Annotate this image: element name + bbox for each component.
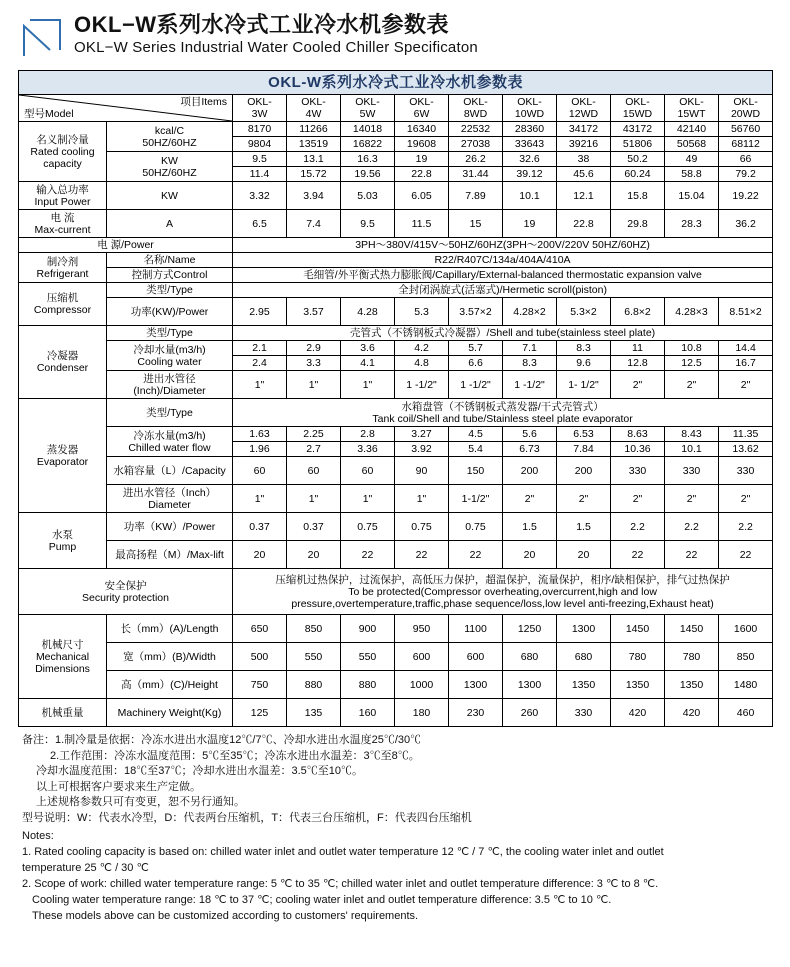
table-row: [19, 152, 773, 167]
cell: 22: [719, 541, 773, 569]
cell: 550: [341, 643, 395, 671]
note-cn-4: 以上可根据客户要求来生产定做。: [36, 780, 201, 793]
cell: 22: [341, 541, 395, 569]
title-block: [74, 12, 478, 58]
cell: 12.5: [665, 356, 719, 371]
cell: 79.2: [719, 167, 773, 182]
row-label-rated-cooling: 名义制冷量 Rated cooling capacity: [19, 122, 107, 182]
sub-label-pump-power: 功率（KW）/Power: [107, 513, 233, 541]
cell-security-value: 压缩机过热保护，过流保护，高低压力保护，超温保护，流量保护，相序/缺相保护，排气过热保护 To be protected(Compressor overheating,overcurrent,high and low pressure,overtemperature,traffic,phase sequence/loss,low level anti-freezing,Exhaust heat): [233, 569, 773, 615]
model-header-6: OKL- 10WD: [503, 95, 557, 122]
cell: 1 -1/2": [503, 371, 557, 399]
cell-refrigerant-control: 毛细管/外平衡式热力膨胀阀/Capillary/External-balanced thermostatic expansion valve: [233, 268, 773, 283]
cell: 39216: [557, 137, 611, 152]
note-en-1: 1. Rated cooling capacity is based on: chilled water inlet and outlet water temperature 12 ℃ / 7 ℃, the cooling water inlet and outlet: [22, 846, 664, 858]
cell: 1300: [557, 615, 611, 643]
cell: 7.4: [287, 210, 341, 238]
cell: 3.3: [287, 356, 341, 371]
cell: 16.3: [341, 152, 395, 167]
cell: 0.75: [395, 513, 449, 541]
cell: 3.32: [233, 182, 287, 210]
cell: 9.5: [341, 210, 395, 238]
cell: 330: [665, 457, 719, 485]
document-header: [20, 12, 772, 60]
note-cn-6: 型号说明：W：代表水冷型，D：代表两台压缩机，T：代表三台压缩机，F：代表四台压缩机: [22, 811, 472, 824]
corner-model-label: 型号Model: [24, 108, 74, 120]
cell: 2": [719, 371, 773, 399]
cell: 60: [233, 457, 287, 485]
cell: 850: [287, 615, 341, 643]
cell: 36.2: [719, 210, 773, 238]
cell: 2": [719, 485, 773, 513]
row-label-input-power: 输入总功率 Input Power: [19, 182, 107, 210]
table-row: [19, 485, 773, 513]
note-cn-2: 2.工作范围：冷冻水温度范围：5℃至35℃；冷冻水进出水温差：3℃至8℃。: [50, 749, 420, 762]
cell: 135: [287, 699, 341, 727]
cell: 2.2: [665, 513, 719, 541]
row-label-dimensions: 机械尺寸 Mechanical Dimensions: [19, 615, 107, 699]
cell: 20: [557, 541, 611, 569]
cell: 1": [341, 371, 395, 399]
cell: 780: [611, 643, 665, 671]
cell: 780: [665, 643, 719, 671]
cell: 8.51×2: [719, 298, 773, 326]
cell: 420: [665, 699, 719, 727]
cell: 2": [557, 485, 611, 513]
cell: 90: [395, 457, 449, 485]
table-row: [19, 341, 773, 356]
table-header-row: [19, 95, 773, 122]
table-row: [19, 253, 773, 268]
sub-label-compressor-type: 类型/Type: [107, 283, 233, 298]
cell: 13.1: [287, 152, 341, 167]
cell: 2": [665, 485, 719, 513]
cell: 43172: [611, 122, 665, 137]
cell: 7.84: [557, 442, 611, 457]
cell: 22: [611, 541, 665, 569]
cell: 2.9: [287, 341, 341, 356]
cell: 5.3: [395, 298, 449, 326]
cell: 15: [449, 210, 503, 238]
cell: 330: [719, 457, 773, 485]
cell: 1": [287, 371, 341, 399]
table-row: [19, 643, 773, 671]
cell: 6.6: [449, 356, 503, 371]
cell: 2": [611, 371, 665, 399]
corner-items-label: 项目Items: [180, 96, 227, 108]
cell-refrigerant-name: R22/R407C/134a/404A/410A: [233, 253, 773, 268]
cell: 12.1: [557, 182, 611, 210]
cell: 125: [233, 699, 287, 727]
cell: 45.6: [557, 167, 611, 182]
note-en-2: 2. Scope of work: chilled water temperature range: 5 ℃ to 35 ℃; chilled water inlet and outlet temperature difference: 3 ℃ to 8 ℃.: [22, 878, 659, 890]
cell: 4.28×2: [503, 298, 557, 326]
cell: 2.95: [233, 298, 287, 326]
cell: 1600: [719, 615, 773, 643]
cell: 600: [449, 643, 503, 671]
cell: 950: [395, 615, 449, 643]
page-title-en: OKL−W Series Industrial Water Cooled Chiller Specificaton: [74, 39, 478, 56]
cell: 5.03: [341, 182, 395, 210]
table-row: [19, 513, 773, 541]
cell: 1300: [503, 671, 557, 699]
cell: 32.6: [503, 152, 557, 167]
model-header-5: OKL- 8WD: [449, 95, 503, 122]
cell: 6.73: [503, 442, 557, 457]
cell: 7.89: [449, 182, 503, 210]
cell: 680: [503, 643, 557, 671]
cell: 330: [611, 457, 665, 485]
sub-label-pump-lift: 最高扬程（M）/Max-lift: [107, 541, 233, 569]
cell: 39.12: [503, 167, 557, 182]
note-cn-3: 冷却水温度范围：18℃至37℃；冷却水进出水温差：3.5℃至10℃。: [36, 765, 363, 777]
sub-label-length: 长（mm）(A)/Length: [107, 615, 233, 643]
table-row: [19, 569, 773, 615]
sub-label-input-power-unit: KW: [107, 182, 233, 210]
cell: 15.04: [665, 182, 719, 210]
table-row: [19, 182, 773, 210]
cell: 260: [503, 699, 557, 727]
cell: 1": [233, 371, 287, 399]
row-label-evaporator: 蒸发器 Evaporator: [19, 399, 107, 513]
model-header-7: OKL- 12WD: [557, 95, 611, 122]
cell: 15.8: [611, 182, 665, 210]
cell: 8170: [233, 122, 287, 137]
cell: 19608: [395, 137, 449, 152]
sub-label-tank-capacity: 水箱容量（L）/Capacity: [107, 457, 233, 485]
cell: 1000: [395, 671, 449, 699]
sub-label-cooling-water: 冷却水量(m3/h) Cooling water: [107, 341, 233, 371]
cell: 11.35: [719, 427, 773, 442]
sub-label-current-unit: A: [107, 210, 233, 238]
cell: 160: [341, 699, 395, 727]
note-en-2b: Cooling water temperature range: 18 ℃ to 37 ℃; cooling water inlet and outlet temperature difference: 3.5 ℃ to 10 ℃.: [32, 894, 612, 906]
cell: 1": [233, 485, 287, 513]
cell: 850: [719, 643, 773, 671]
cell: 1350: [557, 671, 611, 699]
table-row: [19, 238, 773, 253]
note-en-1b: temperature 25 ℃ / 30 ℃: [22, 862, 149, 874]
company-logo: [20, 16, 64, 60]
cell: 58.8: [665, 167, 719, 182]
cell: 3.57: [287, 298, 341, 326]
cell: 22: [395, 541, 449, 569]
table-row: [19, 268, 773, 283]
table-row: [19, 671, 773, 699]
cell: 420: [611, 699, 665, 727]
cell: 66: [719, 152, 773, 167]
cell: 60: [341, 457, 395, 485]
cell: 29.8: [611, 210, 665, 238]
table-row: [19, 298, 773, 326]
cell: 5.3×2: [557, 298, 611, 326]
row-label-weight: 机械重量: [19, 699, 107, 727]
cell: 1.5: [557, 513, 611, 541]
cell: 19: [395, 152, 449, 167]
cell: 10.36: [611, 442, 665, 457]
cell: 19.22: [719, 182, 773, 210]
note-en-3: These models above can be customized according to customers' requirements.: [32, 910, 419, 922]
cell: 22.8: [557, 210, 611, 238]
model-header-3: OKL- 5W: [341, 95, 395, 122]
cell: 1480: [719, 671, 773, 699]
cell: 68112: [719, 137, 773, 152]
cell: 33643: [503, 137, 557, 152]
cell: 60: [287, 457, 341, 485]
cell: 31.44: [449, 167, 503, 182]
cell: 880: [287, 671, 341, 699]
cell: 3.36: [341, 442, 395, 457]
cell: 8.3: [503, 356, 557, 371]
cell: 150: [449, 457, 503, 485]
page-title-cn: OKL−W系列水冷式工业冷水机参数表: [74, 12, 450, 37]
sub-label-evaporator-pipe: 进出水管径（Inch） Diameter: [107, 485, 233, 513]
cell: 650: [233, 615, 287, 643]
cell: 16.7: [719, 356, 773, 371]
cell: 750: [233, 671, 287, 699]
sub-label-height: 高（mm）(C)/Height: [107, 671, 233, 699]
cell: 330: [557, 699, 611, 727]
cell: 27038: [449, 137, 503, 152]
table-row: [19, 371, 773, 399]
cell: 6.5: [233, 210, 287, 238]
specification-table: [18, 70, 773, 727]
cell: 1350: [665, 671, 719, 699]
cell: 0.37: [233, 513, 287, 541]
cell: 16822: [341, 137, 395, 152]
table-row: [19, 427, 773, 442]
cell: 7.1: [503, 341, 557, 356]
cell: 19: [503, 210, 557, 238]
cell: 20: [287, 541, 341, 569]
cell: 1450: [665, 615, 719, 643]
sub-label-condenser-type: 类型/Type: [107, 326, 233, 341]
cell: 1.5: [503, 513, 557, 541]
cell: 14.4: [719, 341, 773, 356]
cell: 60.24: [611, 167, 665, 182]
cell: 180: [395, 699, 449, 727]
model-header-8: OKL- 15WD: [611, 95, 665, 122]
cell: 2": [503, 485, 557, 513]
cell: 0.75: [449, 513, 503, 541]
cell: 1.63: [233, 427, 287, 442]
cell: 2.2: [719, 513, 773, 541]
cell: 550: [287, 643, 341, 671]
model-header-4: OKL- 6W: [395, 95, 449, 122]
cell: 15.72: [287, 167, 341, 182]
sub-label-refrigerant-control: 控制方式Control: [107, 268, 233, 283]
cell: 11.5: [395, 210, 449, 238]
cell: 2.25: [287, 427, 341, 442]
cell: 10.8: [665, 341, 719, 356]
cell: 22532: [449, 122, 503, 137]
cell: 4.2: [395, 341, 449, 356]
row-label-condenser: 冷凝器 Condenser: [19, 326, 107, 399]
notes-en-title: Notes:: [22, 830, 54, 842]
cell: 51806: [611, 137, 665, 152]
cell: 9.5: [233, 152, 287, 167]
cell: 6.8×2: [611, 298, 665, 326]
cell: 13519: [287, 137, 341, 152]
cell: 1350: [611, 671, 665, 699]
cell: 0.37: [287, 513, 341, 541]
cell: 20: [503, 541, 557, 569]
cell: 8.63: [611, 427, 665, 442]
cell: 20: [233, 541, 287, 569]
row-label-refrigerant: 制冷剂 Refrigerant: [19, 253, 107, 283]
sub-label-refrigerant-name: 名称/Name: [107, 253, 233, 268]
cell: 34172: [557, 122, 611, 137]
cell: 56760: [719, 122, 773, 137]
cell: 200: [557, 457, 611, 485]
table-banner: OKL-W系列水冷式工业冷水机参数表: [19, 71, 773, 95]
cell: 1 -1/2": [395, 371, 449, 399]
cell: 19.56: [341, 167, 395, 182]
cell: 1": [341, 485, 395, 513]
row-label-security: 安全保护 Security protection: [19, 569, 233, 615]
sub-label-kcal: kcal/C 50HZ/60HZ: [107, 122, 233, 152]
cell: 1.96: [233, 442, 287, 457]
cell: 38: [557, 152, 611, 167]
cell: 22.8: [395, 167, 449, 182]
cell: 50.2: [611, 152, 665, 167]
cell: 11266: [287, 122, 341, 137]
cell: 2.7: [287, 442, 341, 457]
cell: 42140: [665, 122, 719, 137]
row-label-compressor: 压缩机 Compressor: [19, 283, 107, 326]
sub-label-compressor-power: 功率(KW)/Power: [107, 298, 233, 326]
cell: 460: [719, 699, 773, 727]
model-header-1: OKL- 3W: [233, 95, 287, 122]
cell: 10.1: [503, 182, 557, 210]
cell: 8.3: [557, 341, 611, 356]
table-row: [19, 122, 773, 137]
cell: 3.94: [287, 182, 341, 210]
sub-label-chilled-water-flow: 冷冻水量(m3/h) Chilled water flow: [107, 427, 233, 457]
cell: 200: [503, 457, 557, 485]
cell: 5.6: [503, 427, 557, 442]
table-row: [19, 283, 773, 298]
cell: 8.43: [665, 427, 719, 442]
cell: 2.1: [233, 341, 287, 356]
cell: 1300: [449, 671, 503, 699]
cell: 500: [233, 643, 287, 671]
cell: 4.28×3: [665, 298, 719, 326]
model-header-2: OKL- 4W: [287, 95, 341, 122]
cell: 3.57×2: [449, 298, 503, 326]
note-cn-1: 备注：1.制冷量是依据：冷冻水进出水温度12℃/7℃、冷却水进出水温度25℃/30℃: [22, 734, 422, 746]
cell: 10.1: [665, 442, 719, 457]
cell: 3.92: [395, 442, 449, 457]
cell: 28.3: [665, 210, 719, 238]
cell: 12.8: [611, 356, 665, 371]
row-label-pump: 水泵 Pump: [19, 513, 107, 569]
cell: 4.8: [395, 356, 449, 371]
cell: 28360: [503, 122, 557, 137]
table-row: [19, 210, 773, 238]
cell: 1450: [611, 615, 665, 643]
cell: 680: [557, 643, 611, 671]
cell: 22: [665, 541, 719, 569]
table-row: [19, 615, 773, 643]
corner-header-cell: [19, 95, 233, 122]
row-label-max-current: 电 流 Max-current: [19, 210, 107, 238]
cell: 5.4: [449, 442, 503, 457]
table-row: [19, 326, 773, 341]
cell: 2": [611, 485, 665, 513]
table-row: [19, 399, 773, 427]
cell: 16340: [395, 122, 449, 137]
cell: 9804: [233, 137, 287, 152]
cell: 2.4: [233, 356, 287, 371]
cell: 2.2: [611, 513, 665, 541]
sub-label-condenser-pipe: 进出水管径 (Inch)/Diameter: [107, 371, 233, 399]
cell: 1": [395, 485, 449, 513]
cell: 4.1: [341, 356, 395, 371]
cell: 1": [287, 485, 341, 513]
cell-evaporator-type: 水箱盘管（不锈钢板式蒸发器/干式壳管式） Tank coil/Shell and tube/Stainless steel plate evaporator: [233, 399, 773, 427]
notes-block: [22, 733, 770, 924]
cell: 11: [611, 341, 665, 356]
cell-power-value: 3PH～380V/415V～50HZ/60HZ(3PH～200V/220V 50HZ/60HZ): [233, 238, 773, 253]
row-label-power: 电 源/Power: [19, 238, 233, 253]
cell: 4.28: [341, 298, 395, 326]
table-banner-row: [19, 71, 773, 95]
cell: 230: [449, 699, 503, 727]
cell: 14018: [341, 122, 395, 137]
cell: 13.62: [719, 442, 773, 457]
cell: 600: [395, 643, 449, 671]
cell: 5.7: [449, 341, 503, 356]
sub-label-evaporator-type: 类型/Type: [107, 399, 233, 427]
cell: 1 -1/2": [449, 371, 503, 399]
model-header-10: OKL- 20WD: [719, 95, 773, 122]
cell: 26.2: [449, 152, 503, 167]
cell: 2.8: [341, 427, 395, 442]
cell: 880: [341, 671, 395, 699]
sub-label-width: 宽（mm）(B)/Width: [107, 643, 233, 671]
cell: 22: [449, 541, 503, 569]
cell: 2": [665, 371, 719, 399]
cell: 900: [341, 615, 395, 643]
table-row: [19, 457, 773, 485]
cell: 1100: [449, 615, 503, 643]
cell: 3.6: [341, 341, 395, 356]
cell: 3.27: [395, 427, 449, 442]
cell-compressor-type: 全封闭涡旋式(活塞式)/Hermetic scroll(piston): [233, 283, 773, 298]
cell: 6.53: [557, 427, 611, 442]
cell: 11.4: [233, 167, 287, 182]
cell: 49: [665, 152, 719, 167]
table-row: [19, 699, 773, 727]
cell: 1- 1/2": [557, 371, 611, 399]
cell: 6.05: [395, 182, 449, 210]
note-cn-5: 上述规格参数只可有变更，恕不另行通知。: [36, 796, 245, 808]
sub-label-weight: Machinery Weight(Kg): [107, 699, 233, 727]
cell: 0.75: [341, 513, 395, 541]
model-header-9: OKL- 15WT: [665, 95, 719, 122]
notes-en-block: [22, 828, 770, 924]
cell: 4.5: [449, 427, 503, 442]
sub-label-kw: KW 50HZ/60HZ: [107, 152, 233, 182]
cell: 1250: [503, 615, 557, 643]
cell-condenser-type: 壳管式（不锈钢板式冷凝器）/Shell and tube(stainless steel plate): [233, 326, 773, 341]
cell: 9.6: [557, 356, 611, 371]
cell: 50568: [665, 137, 719, 152]
cell: 1-1/2": [449, 485, 503, 513]
table-row: [19, 541, 773, 569]
